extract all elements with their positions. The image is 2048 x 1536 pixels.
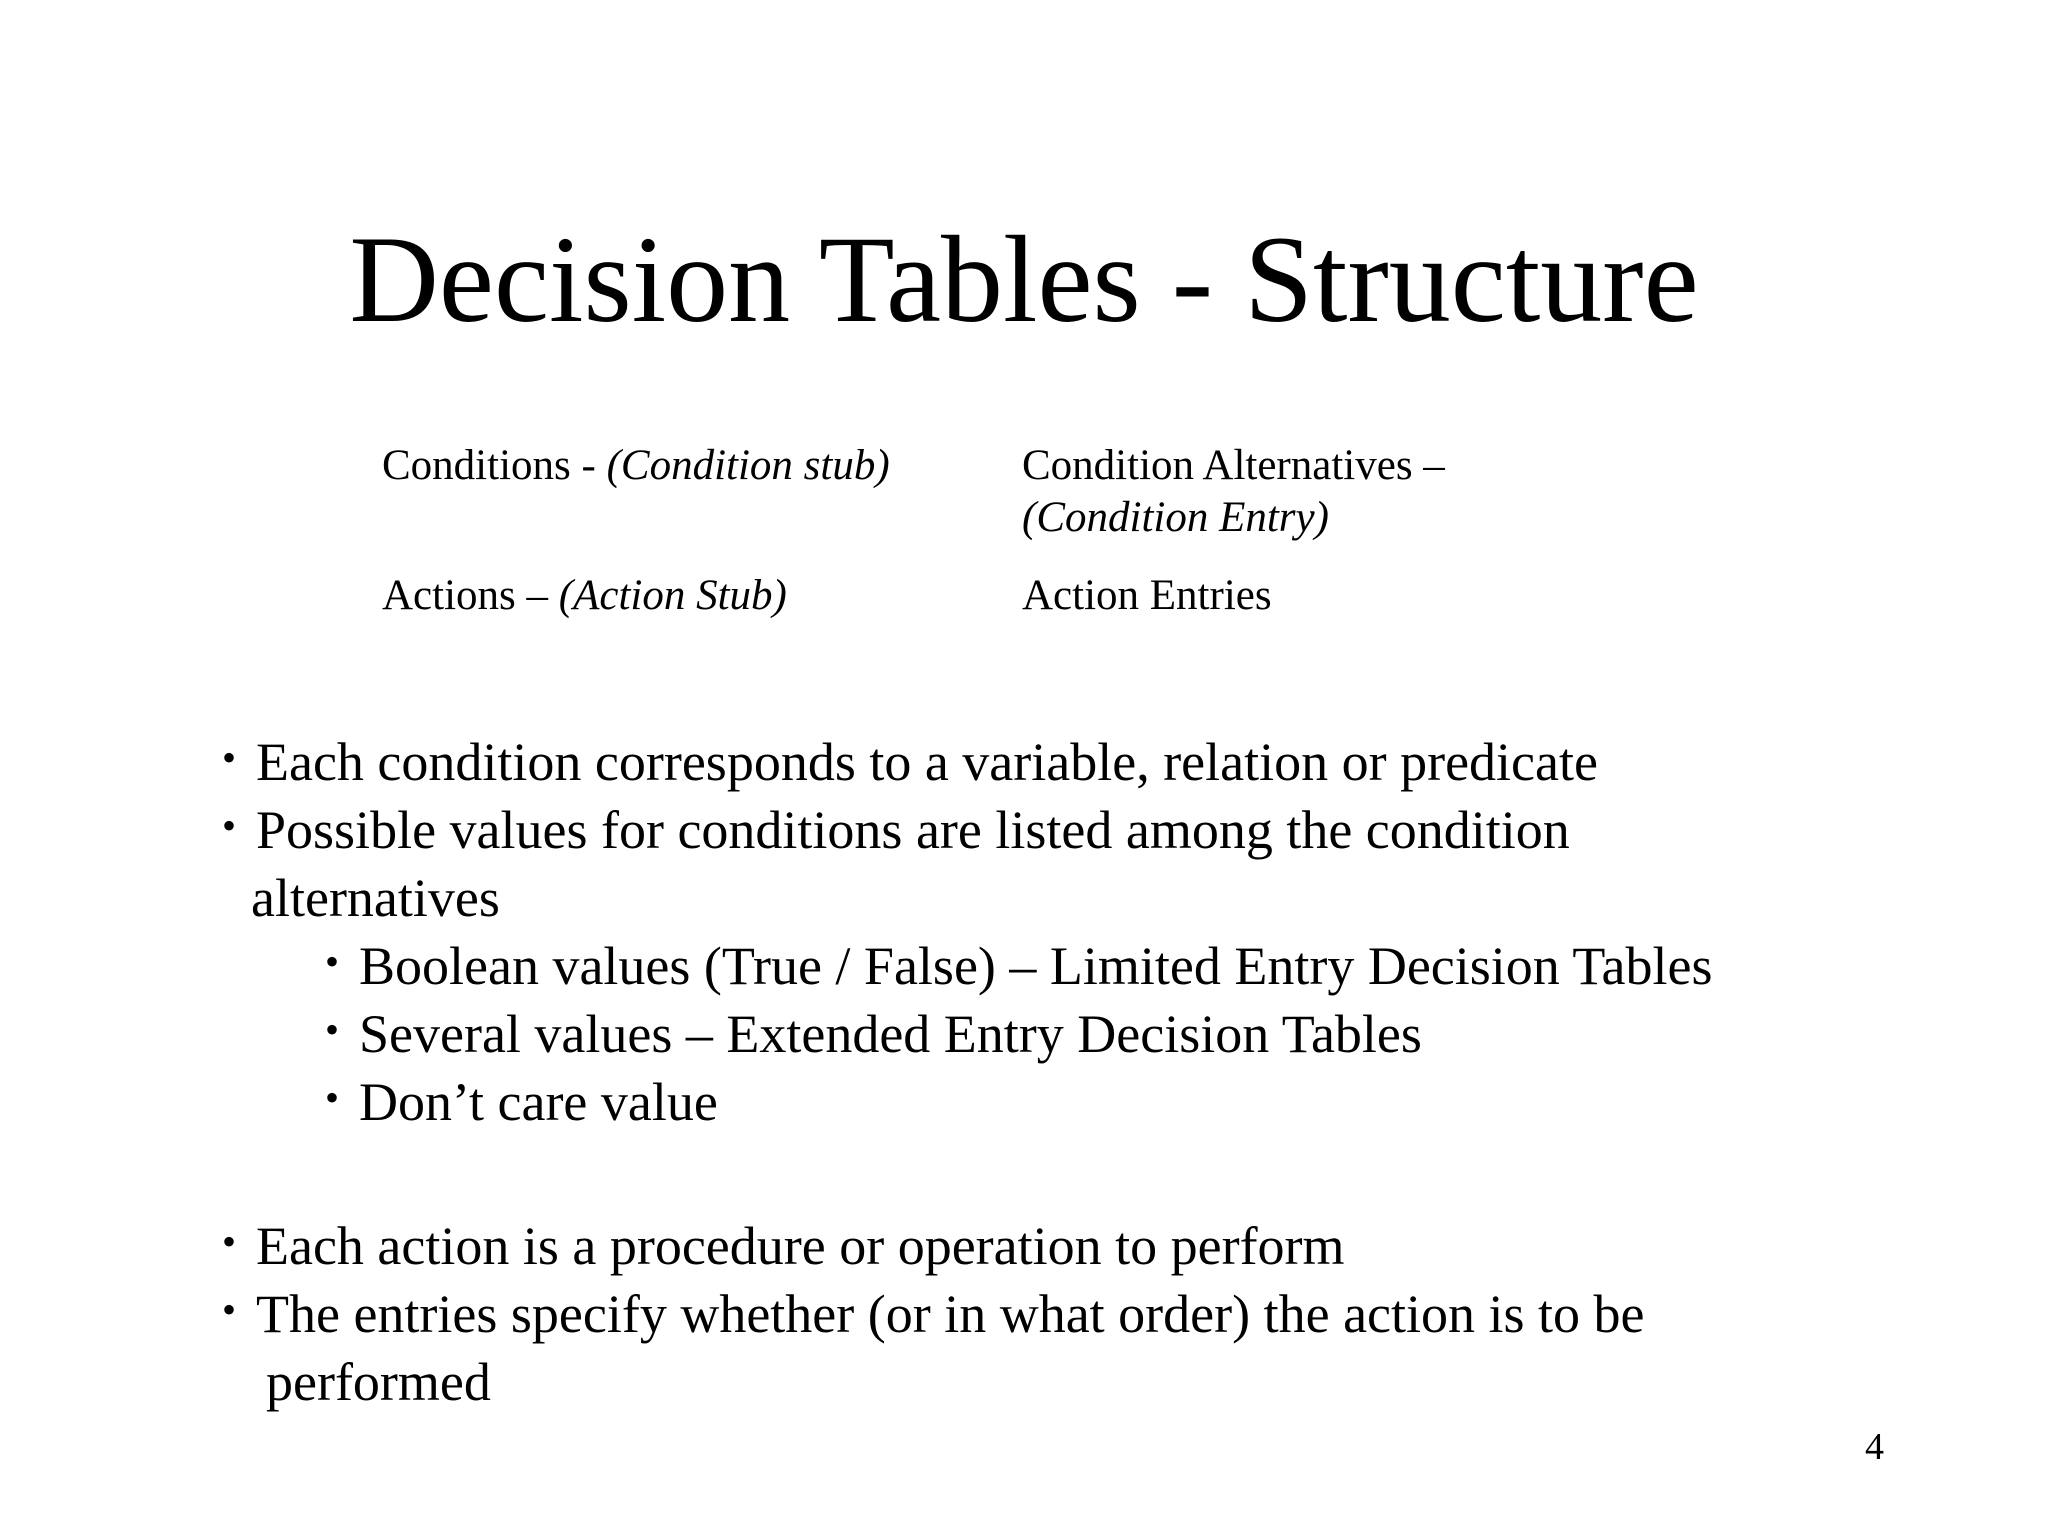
bullet-icon: • — [325, 939, 340, 984]
page-number: 4 — [1865, 1426, 1884, 1468]
bullet-text: Several values – Extended Entry Decision Tables — [359, 1004, 1422, 1064]
actions-label: Actions – — [382, 572, 559, 619]
bullet-icon: • — [222, 803, 237, 848]
condition-entry-label: (Condition Entry) — [1022, 494, 1329, 541]
bullet-text: The entries specify whether (or in what order) the action is to be — [256, 1284, 1645, 1344]
conditions-stub-label: (Condition stub) — [606, 442, 890, 489]
bullet-icon: • — [222, 1287, 237, 1332]
conditions-label: Conditions - — [382, 442, 607, 489]
conditions-stub-cell — [382, 440, 890, 492]
bullet-text: alternatives — [251, 868, 500, 928]
actions-stub-cell — [382, 570, 787, 622]
bullet-icon: • — [222, 735, 237, 780]
bullet-icon: • — [222, 1219, 237, 1264]
condition-alternatives-cell — [1022, 440, 1445, 544]
bullet-text: Each condition corresponds to a variable, relation or predicate — [256, 732, 1598, 792]
bullet-text: performed — [266, 1352, 491, 1412]
slide-title: Decision Tables - Structure — [349, 211, 1699, 348]
bullet-icon: • — [325, 1075, 340, 1120]
bullet-text: Boolean values (True / False) – Limited Entry Decision Tables — [359, 936, 1713, 996]
action-stub-label: (Action Stub) — [558, 572, 787, 619]
bullet-text: Each action is a procedure or operation to perform — [256, 1216, 1345, 1276]
bullet-continuation — [251, 864, 500, 932]
bullet-icon: • — [325, 1007, 340, 1052]
bullet-text: Possible values for conditions are listed among the condition — [256, 800, 1570, 860]
action-entries-cell: Action Entries — [1022, 572, 1272, 619]
condition-alternatives-label: Condition Alternatives – — [1022, 442, 1445, 489]
bullet-continuation — [266, 1348, 491, 1416]
bullet-text: Don’t care value — [359, 1072, 718, 1132]
